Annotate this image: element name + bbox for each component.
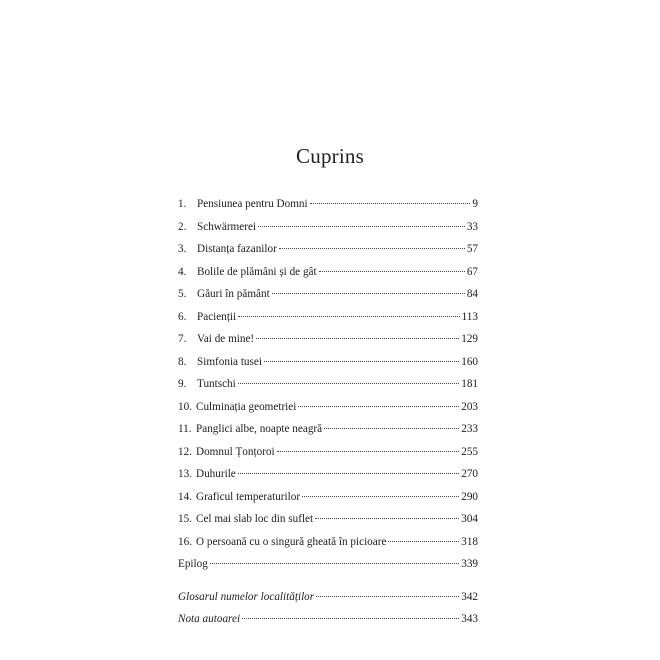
chapter-title: Găuri în pământ bbox=[197, 288, 270, 300]
dot-leader bbox=[272, 293, 465, 294]
page-number: 270 bbox=[461, 468, 478, 480]
chapter-number: 16. bbox=[178, 535, 192, 548]
page-number: 181 bbox=[461, 378, 478, 390]
page-number: 342 bbox=[461, 590, 478, 603]
toc-entry-4[interactable] bbox=[178, 261, 478, 284]
chapter-number: 8. bbox=[178, 355, 187, 368]
chapter-title: Vai de mine! bbox=[197, 333, 255, 345]
chapter-title: Simfonia tusei bbox=[197, 355, 262, 368]
toc-entry-author-note[interactable] bbox=[178, 608, 478, 631]
chapter-title: Pacienții bbox=[197, 310, 237, 323]
dot-leader bbox=[238, 316, 459, 317]
toc-entry-2[interactable] bbox=[178, 216, 478, 239]
chapter-number: 6. bbox=[178, 310, 187, 323]
chapter-title: Graficul temperaturilor bbox=[196, 490, 301, 503]
chapter-title: Tuntschi bbox=[197, 378, 236, 390]
dot-leader bbox=[277, 451, 460, 452]
dot-leader bbox=[258, 226, 465, 227]
page-number: 290 bbox=[461, 490, 478, 503]
toc-entry-1[interactable] bbox=[178, 193, 478, 216]
page-number: 160 bbox=[461, 355, 478, 368]
page-number: 33 bbox=[466, 220, 478, 233]
dot-leader bbox=[319, 271, 465, 272]
dot-leader bbox=[316, 596, 459, 597]
dot-leader bbox=[279, 248, 465, 249]
dot-leader bbox=[324, 428, 459, 429]
chapter-title: Cel mai slab loc din suflet bbox=[196, 513, 314, 525]
chapter-title: Schwärmerei bbox=[197, 220, 257, 233]
dot-leader bbox=[238, 383, 459, 384]
chapter-number: 2. bbox=[178, 220, 187, 233]
chapter-title: Culminația geometriei bbox=[196, 400, 297, 413]
dot-leader bbox=[238, 473, 459, 474]
chapter-title: Duhurile bbox=[196, 468, 236, 480]
page-number: 57 bbox=[466, 243, 478, 255]
page-number: 233 bbox=[461, 423, 478, 435]
toc-entry-glossary[interactable] bbox=[178, 586, 478, 609]
page-number: 203 bbox=[461, 400, 478, 413]
chapter-title: Domnul Țonțoroi bbox=[196, 445, 275, 458]
toc-entry-9[interactable] bbox=[178, 373, 478, 396]
toc-entry-3[interactable] bbox=[178, 238, 478, 261]
dot-leader bbox=[256, 338, 459, 339]
chapter-title: Bolile de plămâni și de gât bbox=[197, 265, 317, 278]
chapter-number: 11. bbox=[178, 423, 192, 435]
table-of-contents bbox=[178, 193, 478, 631]
dot-leader bbox=[298, 406, 459, 407]
toc-entry-11[interactable] bbox=[178, 418, 478, 441]
dot-leader bbox=[310, 203, 471, 204]
toc-entry-12[interactable] bbox=[178, 441, 478, 464]
toc-entry-7[interactable] bbox=[178, 328, 478, 351]
dot-leader bbox=[388, 541, 459, 542]
page-number: 67 bbox=[466, 265, 478, 278]
toc-entry-6[interactable] bbox=[178, 306, 478, 329]
dot-leader bbox=[302, 496, 459, 497]
chapter-number: 9. bbox=[178, 378, 187, 390]
dot-leader bbox=[210, 563, 459, 564]
section-spacer bbox=[178, 576, 478, 586]
chapter-title: O persoană cu o singură gheată în picioare bbox=[196, 535, 387, 548]
chapter-number: 15. bbox=[178, 513, 192, 525]
dot-leader bbox=[242, 618, 459, 619]
page-number: 304 bbox=[461, 513, 478, 525]
dot-leader bbox=[264, 361, 459, 362]
chapter-number: 5. bbox=[178, 288, 187, 300]
page-number: 113 bbox=[461, 310, 478, 323]
dot-leader bbox=[315, 518, 459, 519]
chapter-number: 3. bbox=[178, 243, 187, 255]
toc-entry-15[interactable] bbox=[178, 508, 478, 531]
chapter-title: Distanța fazanilor bbox=[197, 243, 277, 255]
chapter-number: 10. bbox=[178, 400, 192, 413]
toc-entry-8[interactable] bbox=[178, 351, 478, 374]
page-number: 343 bbox=[461, 613, 478, 625]
toc-entry-13[interactable] bbox=[178, 463, 478, 486]
page-number: 255 bbox=[461, 445, 478, 458]
page-number: 9 bbox=[472, 198, 478, 210]
chapter-number: 12. bbox=[178, 445, 192, 458]
page-title: Cuprins bbox=[296, 144, 364, 168]
chapter-number: 14. bbox=[178, 490, 192, 503]
chapter-title: Pensiunea pentru Domni bbox=[197, 198, 308, 210]
toc-entry-16[interactable] bbox=[178, 531, 478, 554]
chapter-number: 13. bbox=[178, 468, 192, 480]
toc-entry-14[interactable] bbox=[178, 486, 478, 509]
toc-entry-10[interactable] bbox=[178, 396, 478, 419]
appendix-title: Nota autoarei bbox=[178, 613, 241, 625]
chapter-number: 1. bbox=[178, 198, 187, 210]
page-number: 318 bbox=[461, 535, 478, 548]
toc-entry-epilog[interactable] bbox=[178, 553, 478, 576]
epilog-title: Epilog bbox=[178, 558, 208, 570]
page-number: 129 bbox=[461, 333, 478, 345]
chapter-title: Panglici albe, noapte neagră bbox=[196, 423, 323, 435]
chapter-number: 4. bbox=[178, 265, 187, 278]
appendix-title: Glosarul numelor localităților bbox=[178, 590, 315, 603]
page-number: 339 bbox=[461, 558, 478, 570]
toc-entry-5[interactable] bbox=[178, 283, 478, 306]
page-number: 84 bbox=[466, 288, 478, 300]
chapter-number: 7. bbox=[178, 333, 187, 345]
